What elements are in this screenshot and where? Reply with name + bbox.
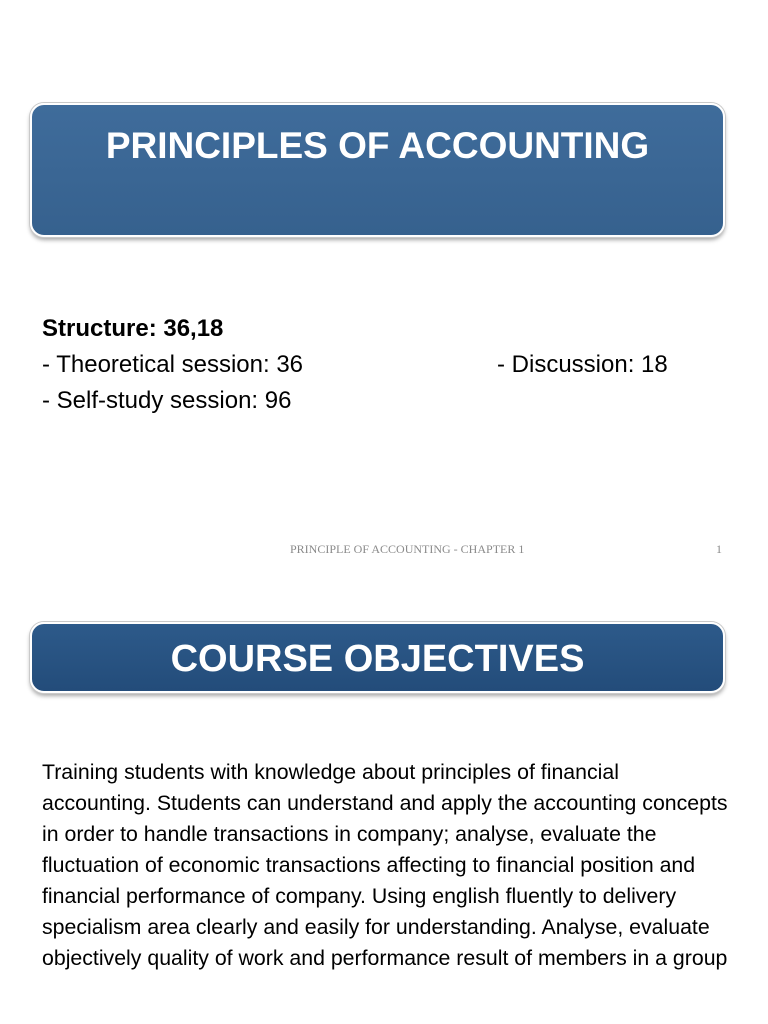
theoretical-session: - Theoretical session: 36 <box>42 351 304 378</box>
structure-line-sessions <box>42 347 702 383</box>
slide-2 <box>0 572 768 1024</box>
slide-footer: PRINCIPLE OF ACCOUNTING - CHAPTER 1 <box>290 542 525 556</box>
page-number: 1 <box>716 542 722 556</box>
slide-title-box <box>30 622 725 693</box>
slide-title: COURSE OBJECTIVES <box>170 638 585 680</box>
structure-heading: Structure: 36,18 <box>42 315 224 342</box>
structure-block <box>42 311 702 419</box>
slide-title-box <box>30 103 725 237</box>
self-study-session: - Self-study session: 96 <box>42 387 292 414</box>
slide-title: PRINCIPLES OF ACCOUNTING <box>105 125 650 166</box>
discussion-session: - Discussion: 18 <box>497 351 668 378</box>
course-objectives-text: Training students with knowledge about principles of financial accounting. Students can understand and apply the accounting concepts in order to handle transactions in company; analyse, evaluate the fluctuation of economic transactions affecting to financial position and financial performance of company. Using english fluently to delivery specialism area clearly and easily for understanding. Analyse, evaluate objectively quality of work and performance result of members in a group <box>42 760 728 970</box>
